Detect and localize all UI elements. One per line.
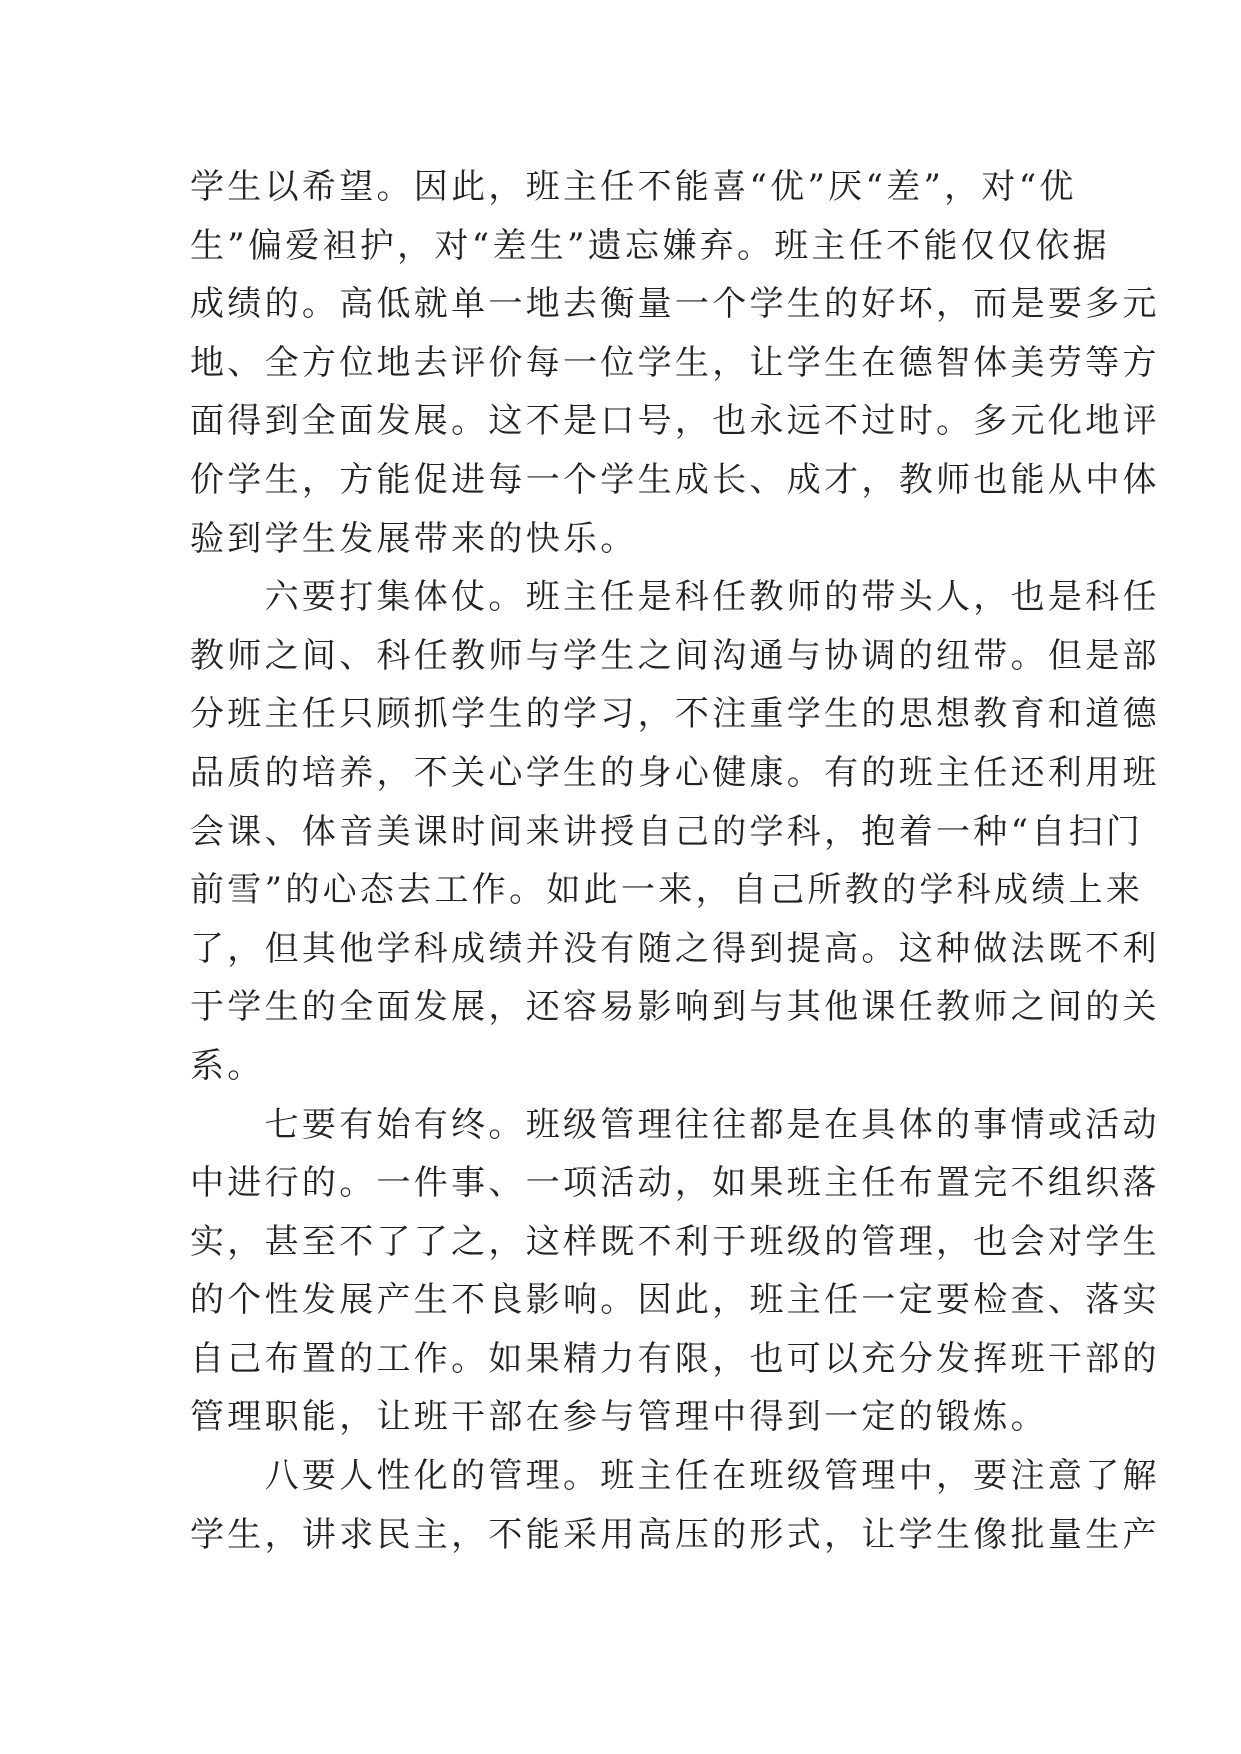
text-line: 教师之间、科任教师与学生之间沟通与协调的纽带。但是部 (190, 635, 1160, 676)
paragraph-3 (190, 1096, 1160, 1448)
text-line: 八要人性化的管理。班主任在班级管理中，要注意了解 (190, 1456, 1160, 1497)
text-line: 七要有始有终。班级管理往往都是在具体的事情或活动 (190, 1104, 1160, 1145)
text-line: 实，甚至不了了之，这样既不利于班级的管理，也会对学生 (190, 1221, 1160, 1262)
text-line: 会课、体音美课时间来讲授自己的学科，抱着一种“自扫门 (190, 811, 1144, 852)
text-line: 的个性发展产生不良影响。因此，班主任一定要检查、落实 (190, 1280, 1160, 1321)
text-line: 自己布置的工作。如果精力有限，也可以充分发挥班干部的 (190, 1338, 1160, 1379)
text-line: 于学生的全面发展，还容易影响到与其他课任教师之间的关 (190, 987, 1160, 1028)
text-line: 管理职能，让班干部在参与管理中得到一定的锻炼。 (190, 1397, 1048, 1438)
paragraph-2 (190, 568, 1160, 1095)
text-line: 六要打集体仗。班主任是科任教师的带头人，也是科任 (190, 577, 1160, 618)
text-line: 学生以希望。因此，班主任不能喜“优”厌“差”，对“优 (190, 167, 1077, 207)
text-line: 前雪”的心态去工作。如此一来，自己所教的学科成绩上来 (190, 870, 1144, 911)
text-line: 成绩的。高低就单一地去衡量一个学生的好坏，而是要多元 (190, 284, 1160, 325)
text-line: 分班主任只顾抓学生的学习，不注重学生的思想教育和道德 (190, 694, 1160, 735)
paragraph-4 (190, 1447, 1160, 1564)
text-line: 生”偏爱袒护，对“差生”遗忘嫌弃。班主任不能仅仅依据 (190, 225, 1110, 266)
text-line: 学生，讲求民主，不能采用高压的形式，让学生像批量生产 (190, 1514, 1160, 1555)
text-line: 地、全方位地去评价每一位学生，让学生在德智体美劳等方 (190, 342, 1160, 383)
text-line: 品质的培养，不关心学生的身心健康。有的班主任还利用班 (190, 752, 1160, 793)
text-line: 中进行的。一件事、一项活动，如果班主任布置完不组织落 (190, 1163, 1160, 1204)
paragraph-1 (190, 158, 1160, 568)
text-line: 验到学生发展带来的快乐。 (190, 518, 638, 559)
text-line: 系。 (190, 1045, 265, 1086)
text-line: 面得到全面发展。这不是口号，也永远不过时。多元化地评 (190, 401, 1160, 442)
text-line: 价学生，方能促进每一个学生成长、成才，教师也能从中体 (190, 459, 1160, 500)
document-body (190, 158, 1160, 1564)
text-line: 了，但其他学科成绩并没有随之得到提高。这种做法既不利 (190, 928, 1160, 969)
